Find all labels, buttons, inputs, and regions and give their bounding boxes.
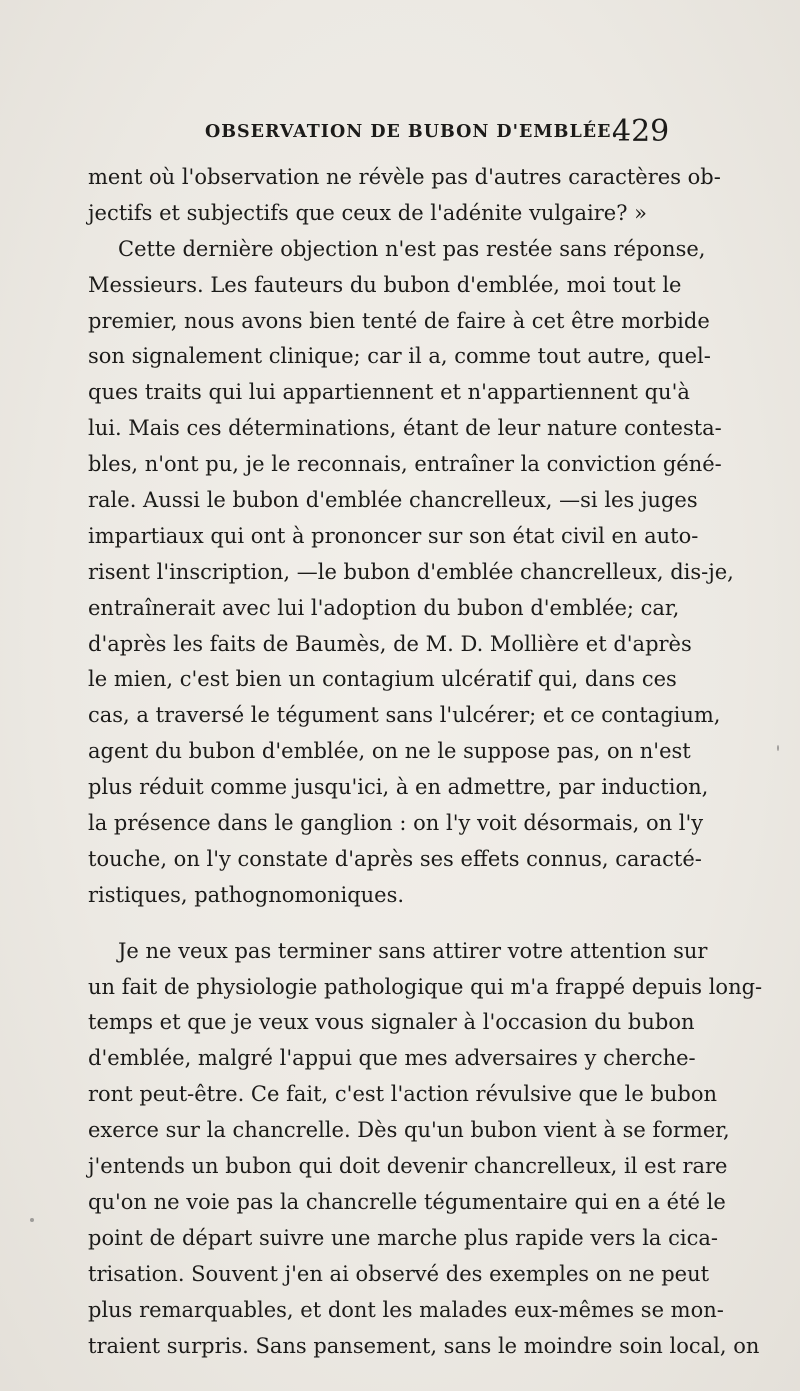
paragraph-gap: [88, 914, 668, 934]
text-line: la présence dans le ganglion : on l'y voit désormais, on l'y: [88, 811, 704, 836]
text-line: agent du bubon d'emblée, on ne le suppose pas, on n'est: [88, 739, 691, 764]
paper-speck: [777, 745, 779, 751]
text-line: traient surpris. Sans pansement, sans le moindre soin local, on: [88, 1333, 760, 1358]
text-line: risent l'inscription, —le bubon d'emblée chancrelleux, dis-je,: [88, 559, 734, 584]
page-header: [0, 114, 800, 154]
text-line: qu'on ne voie pas la chancrelle tégumentaire qui en a été le: [88, 1189, 726, 1214]
text-line: bles, n'ont pu, je le reconnais, entraîner la conviction géné-: [88, 452, 722, 477]
text-line: d'emblée, malgré l'appui que mes adversaires y cherche-: [88, 1046, 696, 1071]
text-line: premier, nous avons bien tenté de faire à cet être morbide: [88, 308, 710, 333]
text-line: impartiaux qui ont à prononcer sur son état civil en auto-: [88, 523, 699, 548]
text-line: ques traits qui lui appartiennent et n'appartiennent qu'à: [88, 380, 690, 405]
text-line: Messieurs. Les fauteurs du bubon d'emblée, moi tout le: [88, 272, 682, 297]
text-line: trisation. Souvent j'en ai observé des exemples on ne peut: [88, 1261, 710, 1286]
text-line: lui. Mais ces déterminations, étant de leur nature contesta-: [88, 416, 722, 441]
text-line: ront peut-être. Ce fait, c'est l'action révulsive que le bubon: [88, 1082, 718, 1107]
text-line: exerce sur la chancrelle. Dès qu'un bubon vient à se former,: [88, 1118, 730, 1143]
text-line: touche, on l'y constate d'après ses effets connus, caracté-: [88, 846, 702, 871]
paragraph: [88, 934, 763, 1365]
paragraph: [88, 232, 734, 914]
text-line: temps et que je veux vous signaler à l'occasion du bubon: [88, 1010, 695, 1035]
text-line: ment où l'observation ne révèle pas d'autres caractères ob-: [88, 165, 721, 189]
text-line: jectifs et subjectifs que ceux de l'adénite vulgaire? »: [88, 200, 647, 225]
text-line: cas, a traversé le tégument sans l'ulcérer; et ce contagium,: [88, 703, 721, 728]
text-line: son signalement clinique; car il a, comme tout autre, quel-: [88, 344, 711, 369]
text-line: un fait de physiologie pathologique qui m'a frappé depuis long-: [88, 974, 763, 999]
text-line: plus réduit comme jusqu'ici, à en admettre, par induction,: [88, 775, 709, 800]
text-line: ristiques, pathognomoniques.: [88, 882, 405, 907]
text-line: le mien, c'est bien un contagium ulcératif qui, dans ces: [88, 667, 677, 692]
text-line: point de départ suivre une marche plus rapide vers la cica-: [88, 1225, 718, 1250]
text-line: d'après les faits de Baumès, de M. D. Mollière et d'après: [88, 631, 692, 656]
paragraph: [88, 160, 721, 232]
text-line: Je ne veux pas terminer sans attirer votre attention sur: [118, 938, 708, 963]
text-line: plus remarquables, et dont les malades eux-mêmes se mon-: [88, 1297, 724, 1322]
text-line: rale. Aussi le bubon d'emblée chancrelleux, —si les juges: [88, 488, 698, 513]
running-title: OBSERVATION DE BUBON D'EMBLÉE.: [205, 122, 619, 142]
page-number: 429: [612, 114, 670, 149]
text-line: j'entends un bubon qui doit devenir chancrelleux, il est rare: [88, 1154, 728, 1179]
paper-speck: [30, 1218, 34, 1222]
text-line: Cette dernière objection n'est pas restée sans réponse,: [118, 236, 706, 261]
text-line: entraînerait avec lui l'adoption du bubon d'emblée; car,: [88, 595, 680, 620]
body-text: [88, 160, 763, 1364]
